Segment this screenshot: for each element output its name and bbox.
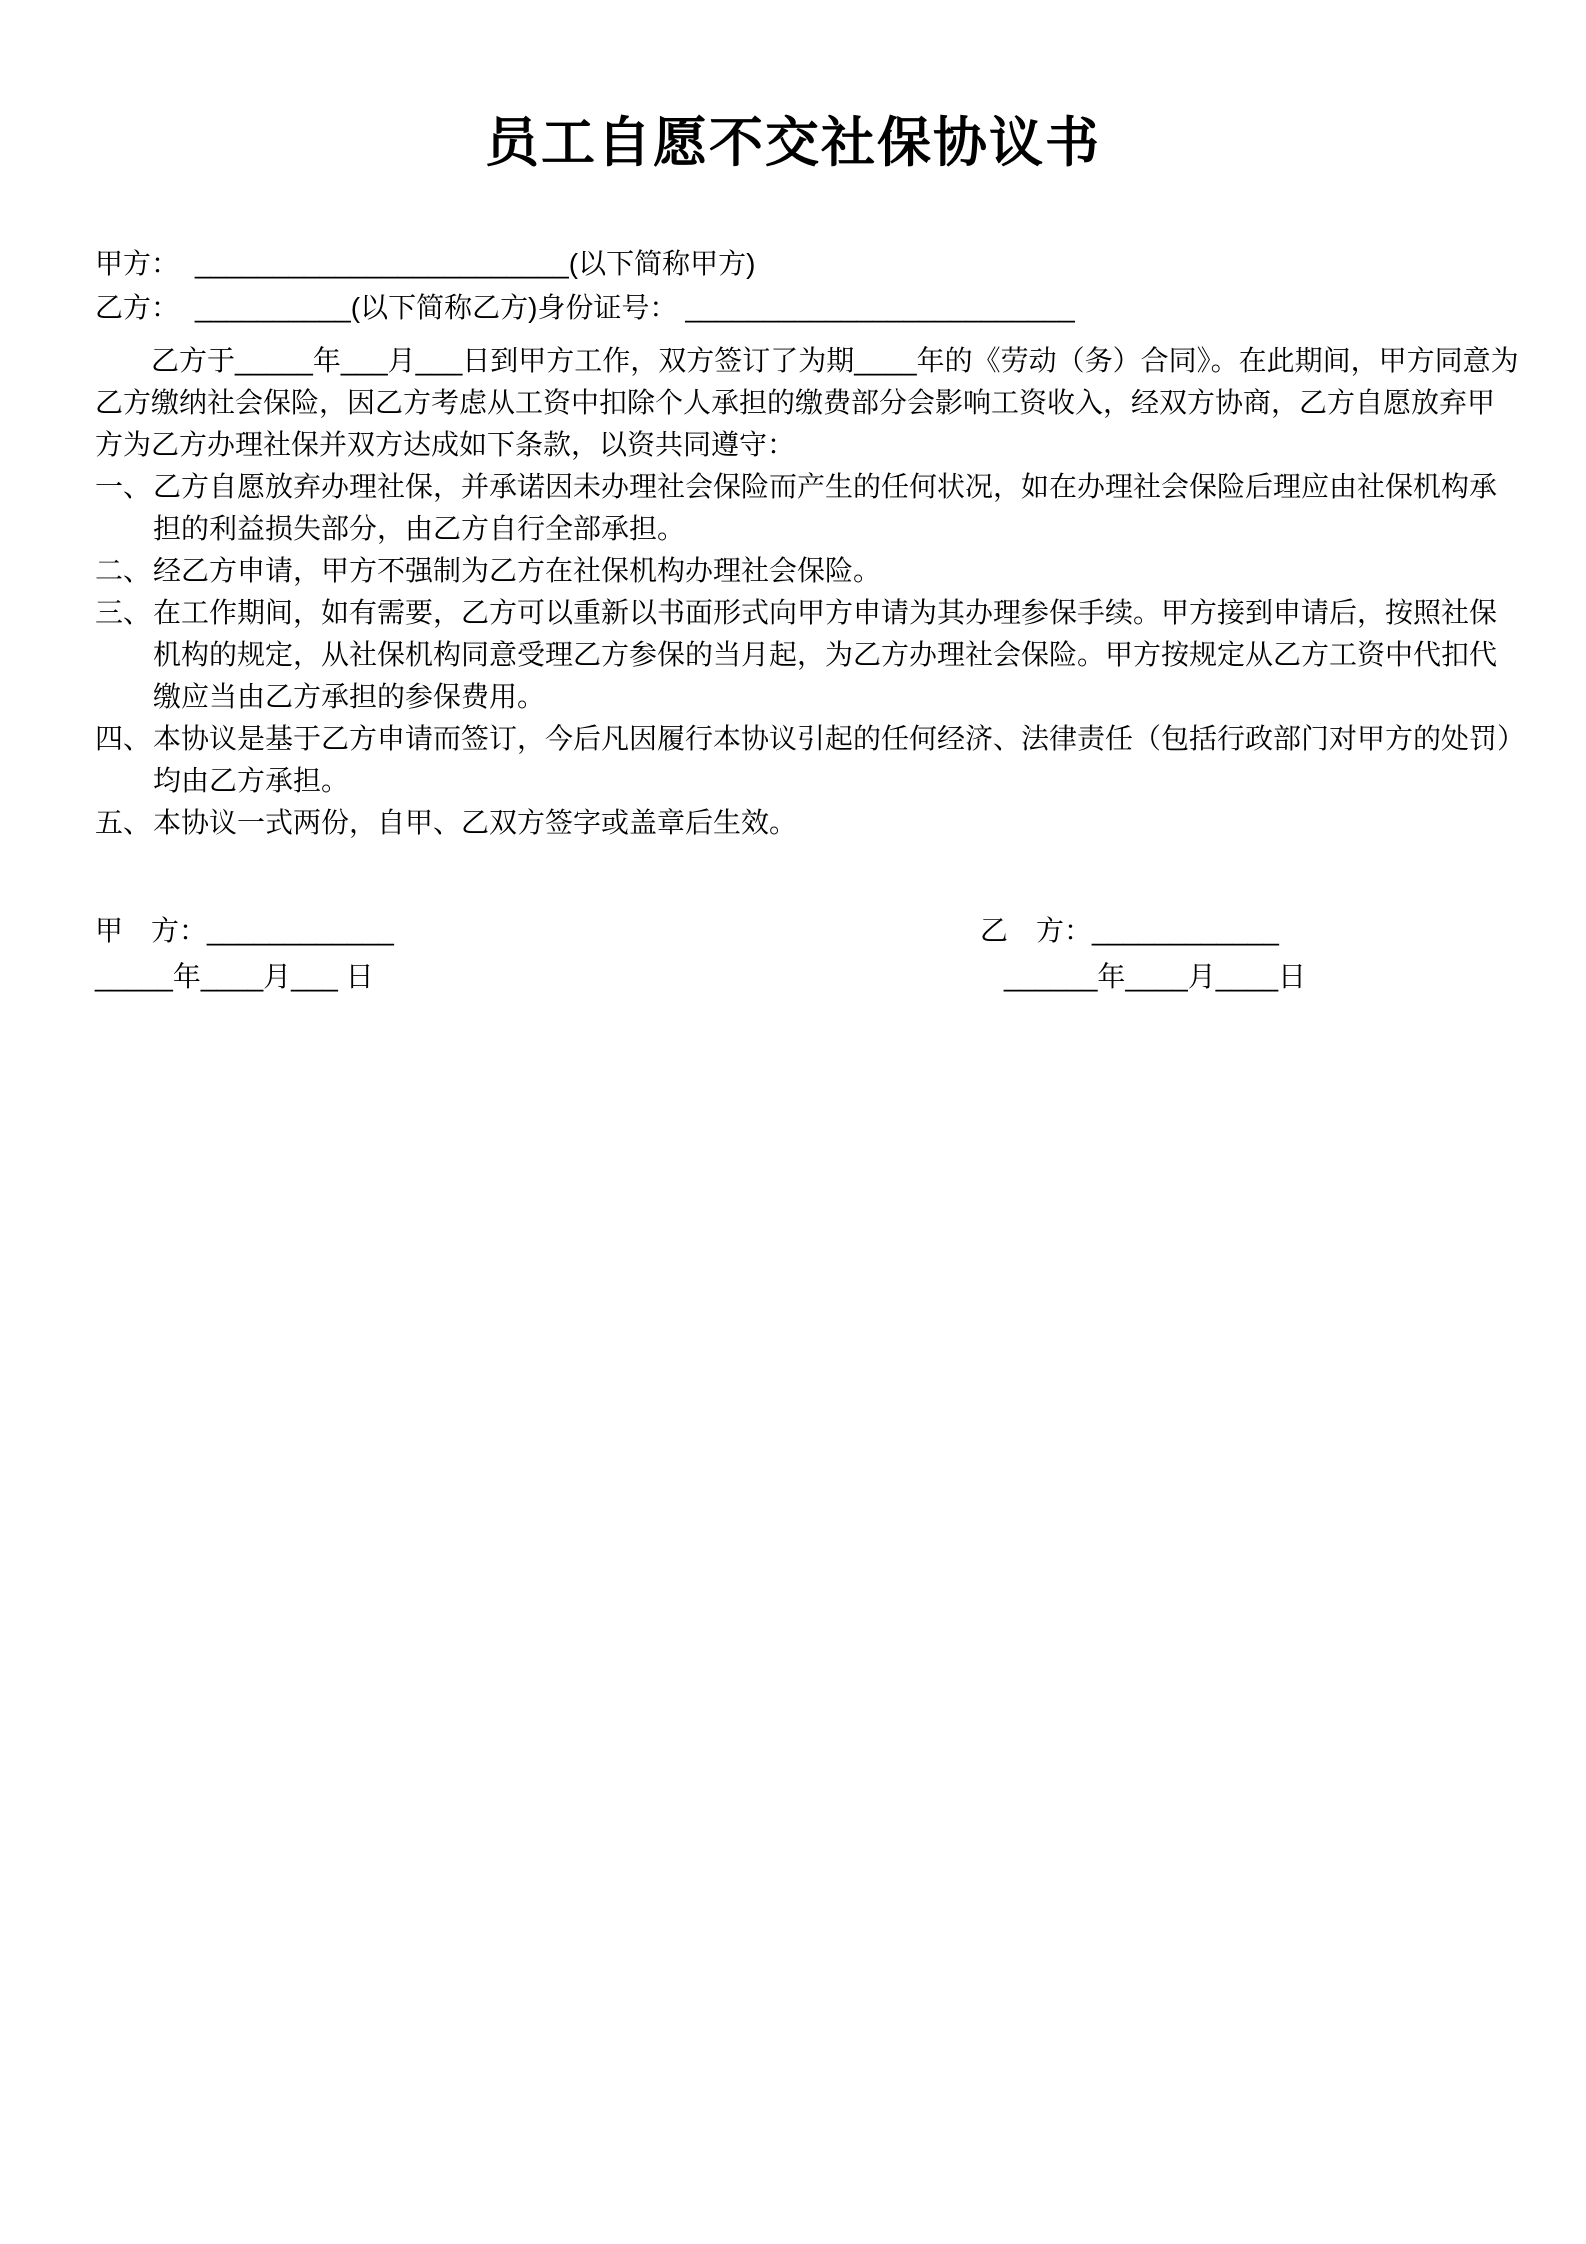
party-b-signature-label: 乙 方： <box>980 915 1093 946</box>
party-b-date-line: ______年____月____日 <box>1004 961 1307 992</box>
clause-item <box>95 592 1498 718</box>
clause-list <box>95 466 1526 844</box>
clause-line: 经乙方申请，甲方不强制为乙方在社保机构办理社会保险。 <box>153 555 882 586</box>
clause-marker: 一、 <box>95 471 152 502</box>
clause-line: 本协议是基于乙方申请而签订，今后凡因履行本协议引起的任何经济、法律责任（包括行政部门对甲方的处罚） <box>153 723 1526 754</box>
clause-line: 担的利益损失部分，由乙方自行全部承担。 <box>153 513 686 544</box>
party-b-signature-line <box>980 908 1306 954</box>
intro-line: 乙方于_____年___月___日到甲方工作，双方签订了为期____年的《劳动（务）合同》。在此期间，甲方同意为 <box>151 345 1519 376</box>
party-b-blank-field: __________ <box>195 292 351 323</box>
intro-paragraph <box>95 340 1519 466</box>
clause-item <box>95 550 1491 592</box>
intro-line: 乙方缴纳社会保险，因乙方考虑从工资中扣除个人承担的缴费部分会影响工资收入，经双方协商，乙方自愿放弃甲 <box>95 387 1496 418</box>
party-b-suffix: (以下简称乙方) <box>350 292 538 323</box>
party-b-signature-blank: ____________ <box>1092 915 1279 946</box>
clause-line: 乙方自愿放弃办理社保，并承诺因未办理社会保险而产生的任何状况，如在办理社会保险后理应由社保机构承 <box>153 471 1498 502</box>
clause-line: 机构的规定，从社保机构同意受理乙方参保的当月起，为乙方办理社会保险。甲方按规定从乙方工资中代扣代 <box>153 639 1498 670</box>
clause-line: 均由乙方承担。 <box>153 765 350 796</box>
clause-body <box>153 550 1491 592</box>
party-b-id-label: 身份证号： <box>537 292 678 323</box>
clause-marker: 五、 <box>95 807 152 838</box>
clause-item <box>95 718 1526 802</box>
party-line-a <box>95 242 1491 286</box>
party-line-b <box>95 286 1491 330</box>
party-a-suffix: (以下简称甲方) <box>568 248 756 279</box>
clause-line: 缴应当由乙方承担的参保费用。 <box>153 681 546 712</box>
signature-block-party-b <box>980 908 1306 1000</box>
party-a-signature-blank: ____________ <box>207 915 394 946</box>
party-a-signature-label: 甲 方： <box>95 915 208 946</box>
party-a-label: 甲方： <box>95 248 180 279</box>
intro-line: 方为乙方办理社保并双方达成如下条款，以资共同遵守： <box>95 429 796 460</box>
document-title: 员工自愿不交社保协议书 <box>485 113 1101 173</box>
party-block <box>95 242 1491 330</box>
clause-body <box>153 802 1491 844</box>
clause-body <box>153 592 1498 718</box>
clause-item <box>95 466 1498 550</box>
clause-marker: 二、 <box>95 555 152 586</box>
party-a-date-line: _____年____月___ 日 <box>95 961 374 992</box>
clause-body <box>153 718 1526 802</box>
clause-line: 在工作期间，如有需要，乙方可以重新以书面形式向甲方申请为其办理参保手续。甲方接到申请后，按照社保 <box>153 597 1498 628</box>
clause-body <box>153 466 1498 550</box>
clause-marker: 三、 <box>95 597 152 628</box>
clause-marker: 四、 <box>95 723 152 754</box>
party-a-blank-field: ________________________ <box>195 248 569 279</box>
party-b-label: 乙方： <box>95 292 180 323</box>
signature-section <box>95 908 1491 1048</box>
party-b-id-blank-field: _________________________ <box>685 292 1075 323</box>
clause-line: 本协议一式两份，自甲、乙双方签字或盖章后生效。 <box>153 807 798 838</box>
clause-item <box>95 802 1491 844</box>
